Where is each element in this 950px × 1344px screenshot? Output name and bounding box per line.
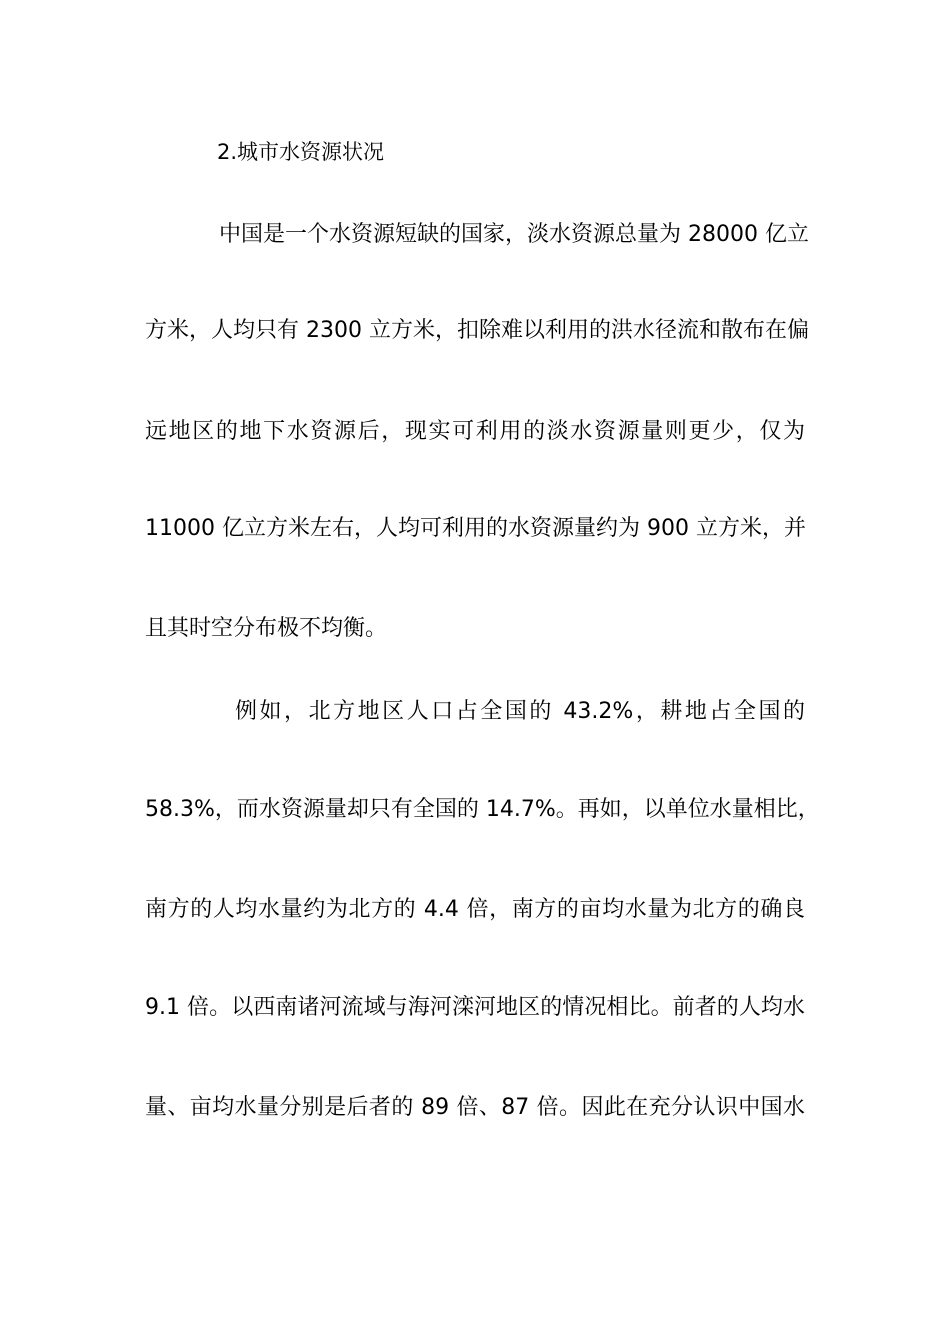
paragraph-line: 量、亩均水量分别是后者的 89 倍、87 倍。因此在充分认识中国水 — [145, 1095, 805, 1120]
paragraph-line: 中国是一个水资源短缺的国家，淡水资源总量为 28000 亿立 — [219, 222, 809, 247]
paragraph-line: 且其时空分布极不均衡。 — [145, 616, 388, 641]
paragraph-line: 例如，北方地区人口占全国的 43.2%，耕地占全国的 — [235, 699, 805, 724]
paragraph-line: 58.3%，而水资源量却只有全国的 14.7%。再如，以单位水量相比， — [145, 797, 820, 822]
paragraph-line: 11000 亿立方米左右，人均可利用的水资源量约为 900 立方米，并 — [145, 516, 806, 541]
paragraph-line: 9.1 倍。以西南诸河流域与海河滦河地区的情况相比。前者的人均水 — [145, 995, 805, 1020]
paragraph-line: 南方的人均水量约为北方的 4.4 倍，南方的亩均水量为北方的确良 — [145, 897, 805, 922]
paragraph-line: 方米，人均只有 2300 立方米，扣除难以利用的洪水径流和散布在偏 — [145, 318, 809, 343]
section-heading: 2.城市水资源状况 — [217, 140, 385, 164]
paragraph-line: 远地区的地下水资源后，现实可利用的淡水资源量则更少，仅为 — [145, 419, 805, 444]
